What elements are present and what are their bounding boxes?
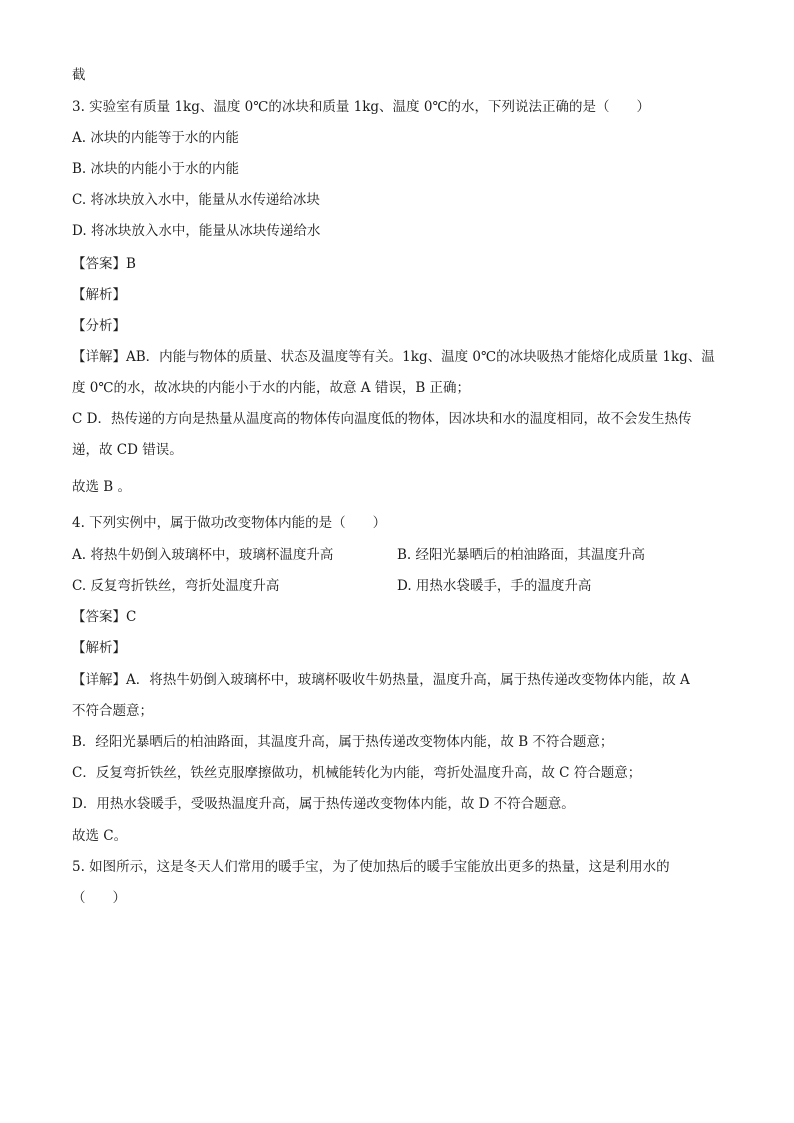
- q4-option-a: A. 将热牛奶倒入玻璃杯中，玻璃杯温度升高: [72, 547, 334, 563]
- q4-option-d: D. 用热水袋暖手，手的温度升高: [397, 578, 592, 594]
- q4-detail-line: 【详解】A．将热牛奶倒入玻璃杯中，玻璃杯吸收牛奶热量，温度升高，属于热传递改变物体内能，故 A: [72, 672, 690, 688]
- q3-conclusion: 故选 B 。: [72, 479, 132, 495]
- q4-stem: 4. 下列实例中，属于做功改变物体内能的是（ ）: [72, 515, 387, 531]
- q3-option-c: C. 将冰块放入水中，能量从水传递给冰块: [72, 192, 320, 208]
- q3-detail-line: 度 0℃的水，故冰块的内能小于水的内能，故意 A 错误，B 正确；: [72, 380, 471, 396]
- q4-conclusion: 故选 C。: [72, 828, 128, 844]
- q4-jiexi: 【解析】: [72, 640, 126, 656]
- q3-detail-line: 【详解】AB．内能与物体的质量、状态及温度等有关。1kg、温度 0℃的冰块吸热才能熔化成质量 1kg、温: [72, 349, 715, 365]
- q5-stem-line: （ ）: [72, 890, 126, 906]
- q4-answer: 【答案】C: [72, 609, 137, 625]
- q4-detail-line: C．反复弯折铁丝，铁丝克服摩擦做功，机械能转化为内能，弯折处温度升高，故 C 符合题意；: [72, 765, 642, 781]
- q3-detail-line: C D．热传递的方向是热量从温度高的物体传向温度低的物体，因冰块和水的温度相同，故不会发生热传: [72, 411, 692, 427]
- q4-detail-line: D．用热水袋暖手，受吸热温度升高，属于热传递改变物体内能，故 D 不符合题意。: [72, 796, 575, 812]
- top-fragment: 截: [72, 67, 86, 83]
- q3-option-b: B. 冰块的内能小于水的内能: [72, 161, 240, 177]
- q4-option-b: B. 经阳光暴晒后的柏油路面，其温度升高: [397, 547, 646, 563]
- q3-jiexi: 【解析】: [72, 287, 126, 303]
- q3-stem: 3. 实验室有质量 1kg、温度 0℃的冰块和质量 1kg、温度 0℃的水，下列说法正确的是（ ）: [72, 99, 651, 115]
- q3-option-a: A. 冰块的内能等于水的内能: [72, 130, 239, 146]
- q3-detail-line: 递，故 CD 错误。: [72, 442, 183, 458]
- q3-answer: 【答案】B: [72, 256, 136, 272]
- q3-option-d: D. 将冰块放入水中，能量从冰块传递给水: [72, 223, 321, 239]
- q4-detail-line: 不符合题意；: [72, 703, 153, 719]
- q4-option-c: C. 反复弯折铁丝，弯折处温度升高: [72, 578, 280, 594]
- q3-fenxi: 【分析】: [72, 318, 126, 334]
- q5-stem-line: 5. 如图所示，这是冬天人们常用的暖手宝，为了使加热后的暖手宝能放出更多的热量，这是利用水的: [72, 859, 670, 875]
- q4-detail-line: B．经阳光暴晒后的柏油路面，其温度升高，属于热传递改变物体内能，故 B 不符合题意；: [72, 734, 614, 750]
